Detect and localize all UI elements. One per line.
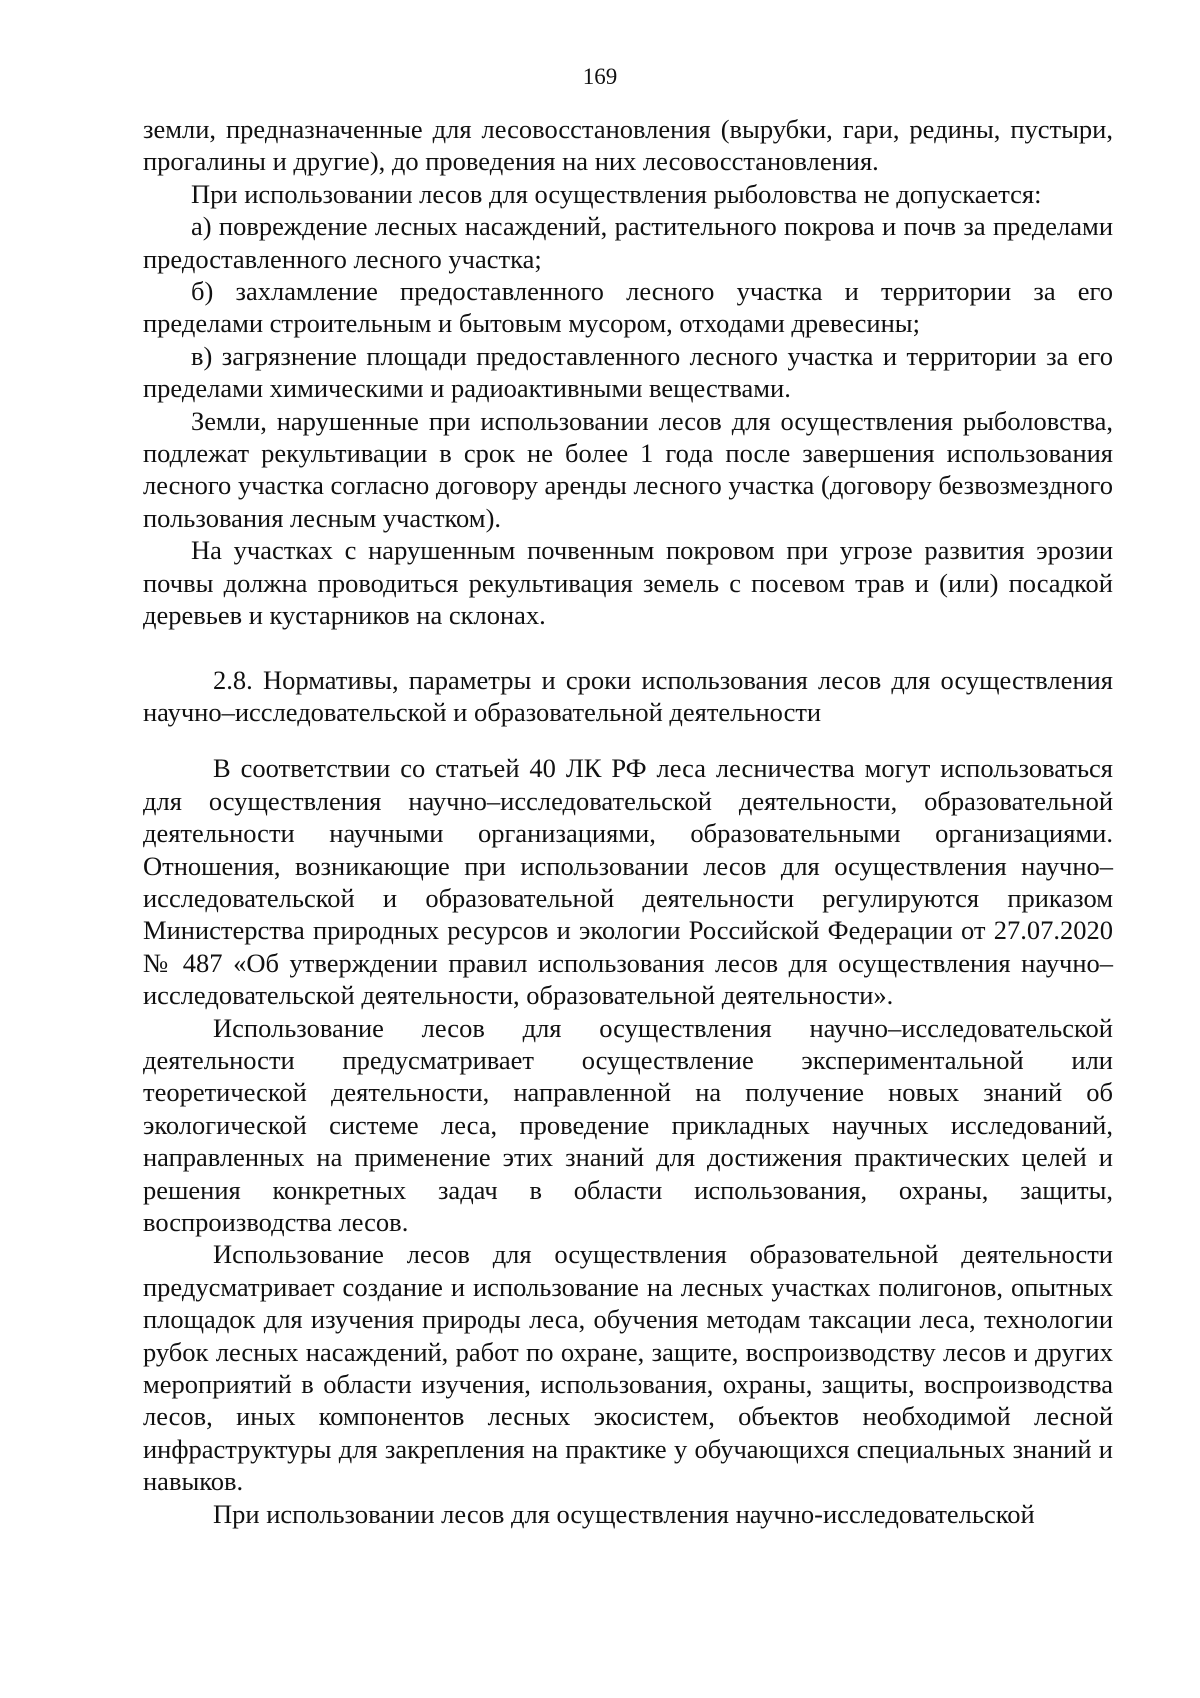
list-item-c: в) загрязнение площади предоставленного лесного участка и территории за его пределами химическими и радиоактивными веществами. bbox=[143, 340, 1113, 404]
section-heading: 2.8. Нормативы, параметры и сроки использования лесов для осуществления научно–исследовательской и образовательной деятельности bbox=[143, 664, 1113, 727]
paragraph-education-use: Использование лесов для осуществления образовательной деятельности предусматривает создание и использование на лесных участках полигонов, опытных площадок для изучения природы леса, обучения методам таксации леса, технологии рубок лесных насаждений, работ по охране, защите, воспроизводству лесов и других мероприятий в области изучения, использования, охраны, защиты, воспроизводства лесов, иных компонентов лесных экосистем, объектов необходимой лесной инфраструктуры для закрепления на практике у обучающихся специальных знаний и навыков. bbox=[143, 1239, 1113, 1497]
paragraph-research-use: Использование лесов для осуществления научно–исследовательской деятельности предусматривает осуществление экспериментальной или теоретической деятельности, направленной на получение новых знаний об экологической системе леса, проведение прикладных научных исследований, направленных на применение этих знаний для достижения практических целей и решения конкретных задач в области использования, охраны, защиты, воспроизводства лесов. bbox=[143, 1012, 1113, 1237]
list-item-a: а) повреждение лесных насаждений, растительного покрова и почв за пределами предоставленного лесного участка; bbox=[143, 211, 1113, 274]
page-number: 169 bbox=[582, 64, 618, 89]
paragraph-continued: земли, предназначенные для лесовосстановления (вырубки, гари, редины, пустыри, прогалины и другие), до проведения на них лесовосстановления. bbox=[143, 114, 1113, 177]
paragraph-fishing-restrictions: При использовании лесов для осуществления рыболовства не допускается: bbox=[191, 178, 1042, 209]
paragraph-research-continued: При использовании лесов для осуществления научно-исследовательской bbox=[213, 1498, 1035, 1529]
paragraph-article-40: В соответствии со статьей 40 ЛК РФ леса лесничества могут использоваться для осуществления научно–исследовательской деятельности, образовательной деятельности научными организациями, образовательными организациями. Отношения, возникающие при использовании лесов для осуществления научно–исследовательской и образовательной деятельности регулируются приказом Министерства природных ресурсов и экологии Российской Федерации от 27.07.2020 № 487 «Об утверждении правил использования лесов для осуществления научно–исследовательской деятельности, образовательной деятельности». bbox=[143, 753, 1113, 1011]
paragraph-erosion: На участках с нарушенным почвенным покровом при угрозе развития эрозии почвы должна проводиться рекультивация земель с посевом трав и (или) посадкой деревьев и кустарников на склонах. bbox=[143, 535, 1113, 631]
page-body bbox=[143, 113, 1113, 1530]
list-item-b: б) захламление предоставленного лесного участка и территории за его пределами строительным и бытовым мусором, отходами древесины; bbox=[143, 276, 1113, 339]
paragraph-recultivation: Земли, нарушенные при использовании лесов для осуществления рыболовства, подлежат рекультивации в срок не более 1 года после завершения использования лесного участка согласно договору аренды лесного участка (договору безвозмездного пользования лесным участком). bbox=[143, 405, 1113, 533]
